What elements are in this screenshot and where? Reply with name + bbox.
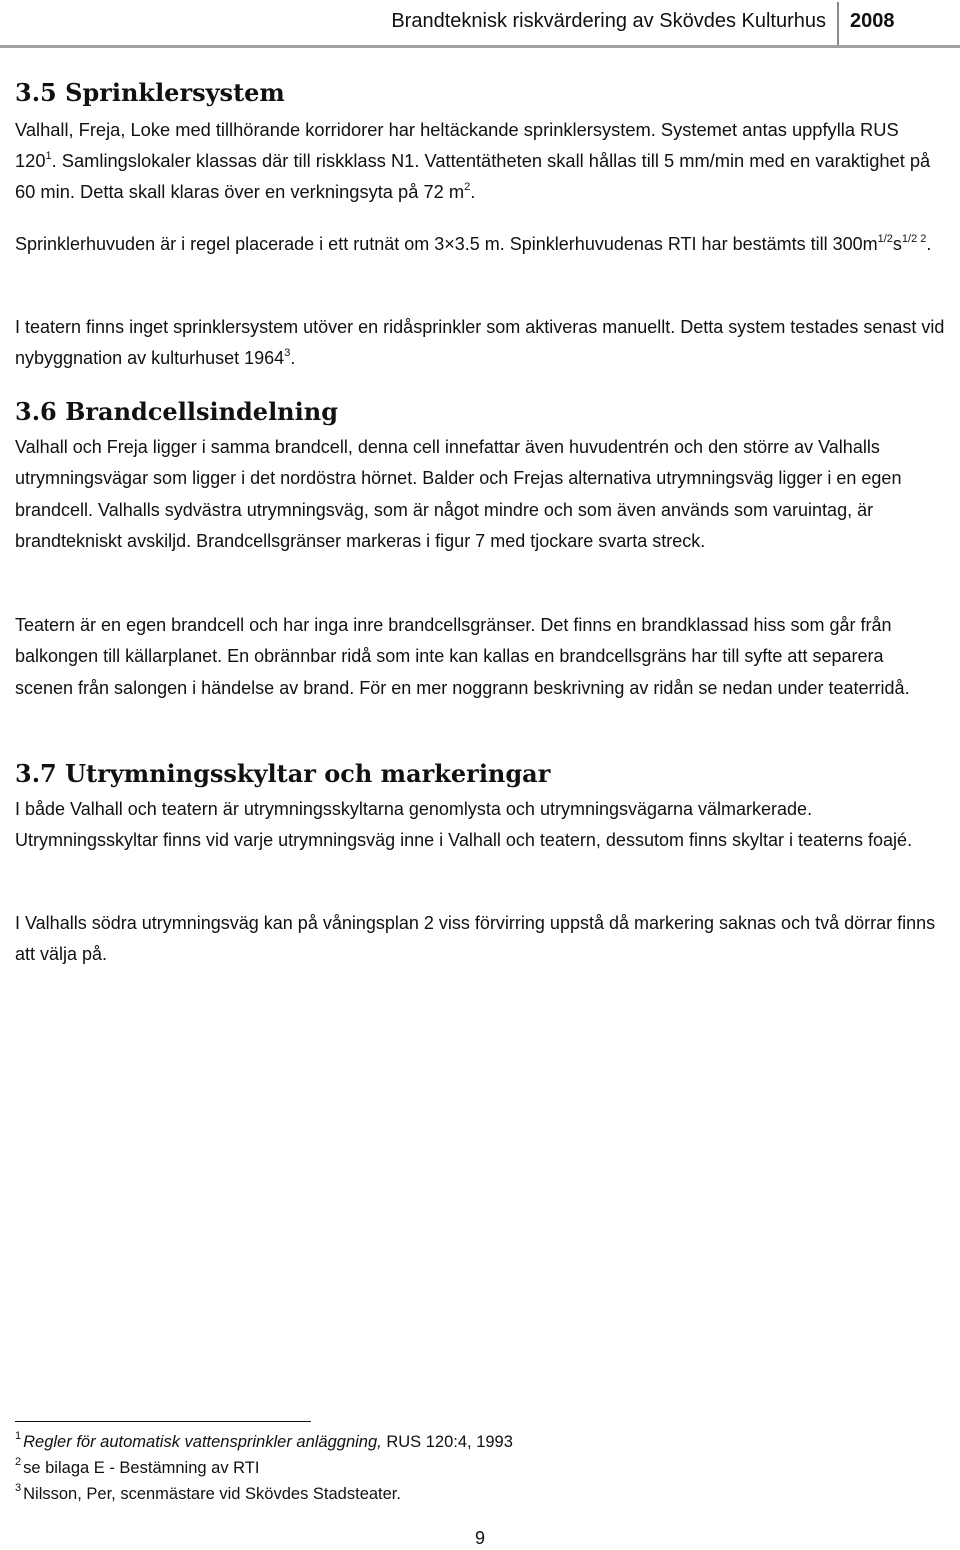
- paragraph-3-5-3: I teatern finns inget sprinklersystem utöver en ridåsprinkler som aktiveras manuellt. Detta system testades senast vid nybyggnation av kulturhuset 1964$^3$.: [15, 317, 945, 369]
- header-separator: [837, 2, 839, 46]
- paragraph-3-7-2: I Valhalls södra utrymningsväg kan på våningsplan 2 viss förvirring uppstå då markering saknas och två dörrar finns att välja på.: [15, 913, 936, 965]
- paragraph-3-6-1: Valhall och Freja ligger i samma brandcell, denna cell innefattar även huvudentrén och den större av Valhalls utrymningsvägar som ligger i det nordöstra hörnet. Balder och Frejas alternativa utrymningsväg ligger i en egen brandcell. Valhalls sydvästra utrymningsväg, som är något mindre och som även används som varuintag, är brandtekniskt avskiljd. Brandcellsgränser markeras i figur 7 med tjockare svarta streck.: [15, 437, 902, 551]
- paragraph-3-5-2: Sprinklerhuvuden är i regel placerade i ett rutnät om 3×3.5 m. Spinklerhuvudenas RTI har bestämts till $300m^{1/2}s^{1/2 2}$.: [15, 233, 932, 254]
- page-number: 9: [474, 1528, 485, 1548]
- paragraph-3-6-2: Teatern är en egen brandcell och har inga inre brandcellsgränser. Det finns en brandklassad hiss som går från balkongen till källarplanet. En obrännbar ridå som inte kan kallas en brandcellsgräns har till syfte att separera scenen från salongen i händelse av brand. För en mer noggrann beskrivning av ridån se nedan under teaterridå.: [15, 615, 910, 698]
- header-year: 2008: [850, 10, 895, 32]
- footnote-2: $^2$ se bilaga E - Bestämning av RTI: [15, 1456, 260, 1477]
- section-heading-3-6: 3.6 Brandcellsindelning: [15, 397, 338, 426]
- footnote-3: $^3$ Nilsson, Per, scenmästare vid Skövdes Stadsteater.: [15, 1482, 401, 1503]
- footnote-1: $^1$ Regler för automatisk vattensprinkler anläggning, RUS 120:4, 1993: [15, 1430, 513, 1451]
- paragraph-3-7-1: I både Valhall och teatern är utrymningsskyltarna genomlysta och utrymningsvägarna välmarkerade. Utrymningsskyltar finns vid varje utrymningsväg inne i Valhall och teatern, dessutom finns skyltar i teaterns foajé.: [15, 799, 913, 851]
- paragraph-3-5-1: Valhall, Freja, Loke med tillhörande korridorer har heltäckande sprinklersystem. Systemet antas uppfylla RUS $120^1$. Samlingslokaler klassas där till riskklass N1. Vattentätheten skall hållas till 5 mm/min med en varaktighet på 60 min. Detta skall klaras över en verkningsyta på 72 $m^2$.: [15, 119, 931, 202]
- header-title: Brandteknisk riskvärdering av Skövdes Kulturhus: [391, 10, 826, 32]
- header-rule: [0, 45, 960, 48]
- section-heading-3-7: 3.7 Utrymningsskyltar och markeringar: [15, 759, 551, 788]
- footnote-rule: [15, 1421, 311, 1422]
- section-heading-3-5: 3.5 Sprinklersystem: [15, 78, 285, 107]
